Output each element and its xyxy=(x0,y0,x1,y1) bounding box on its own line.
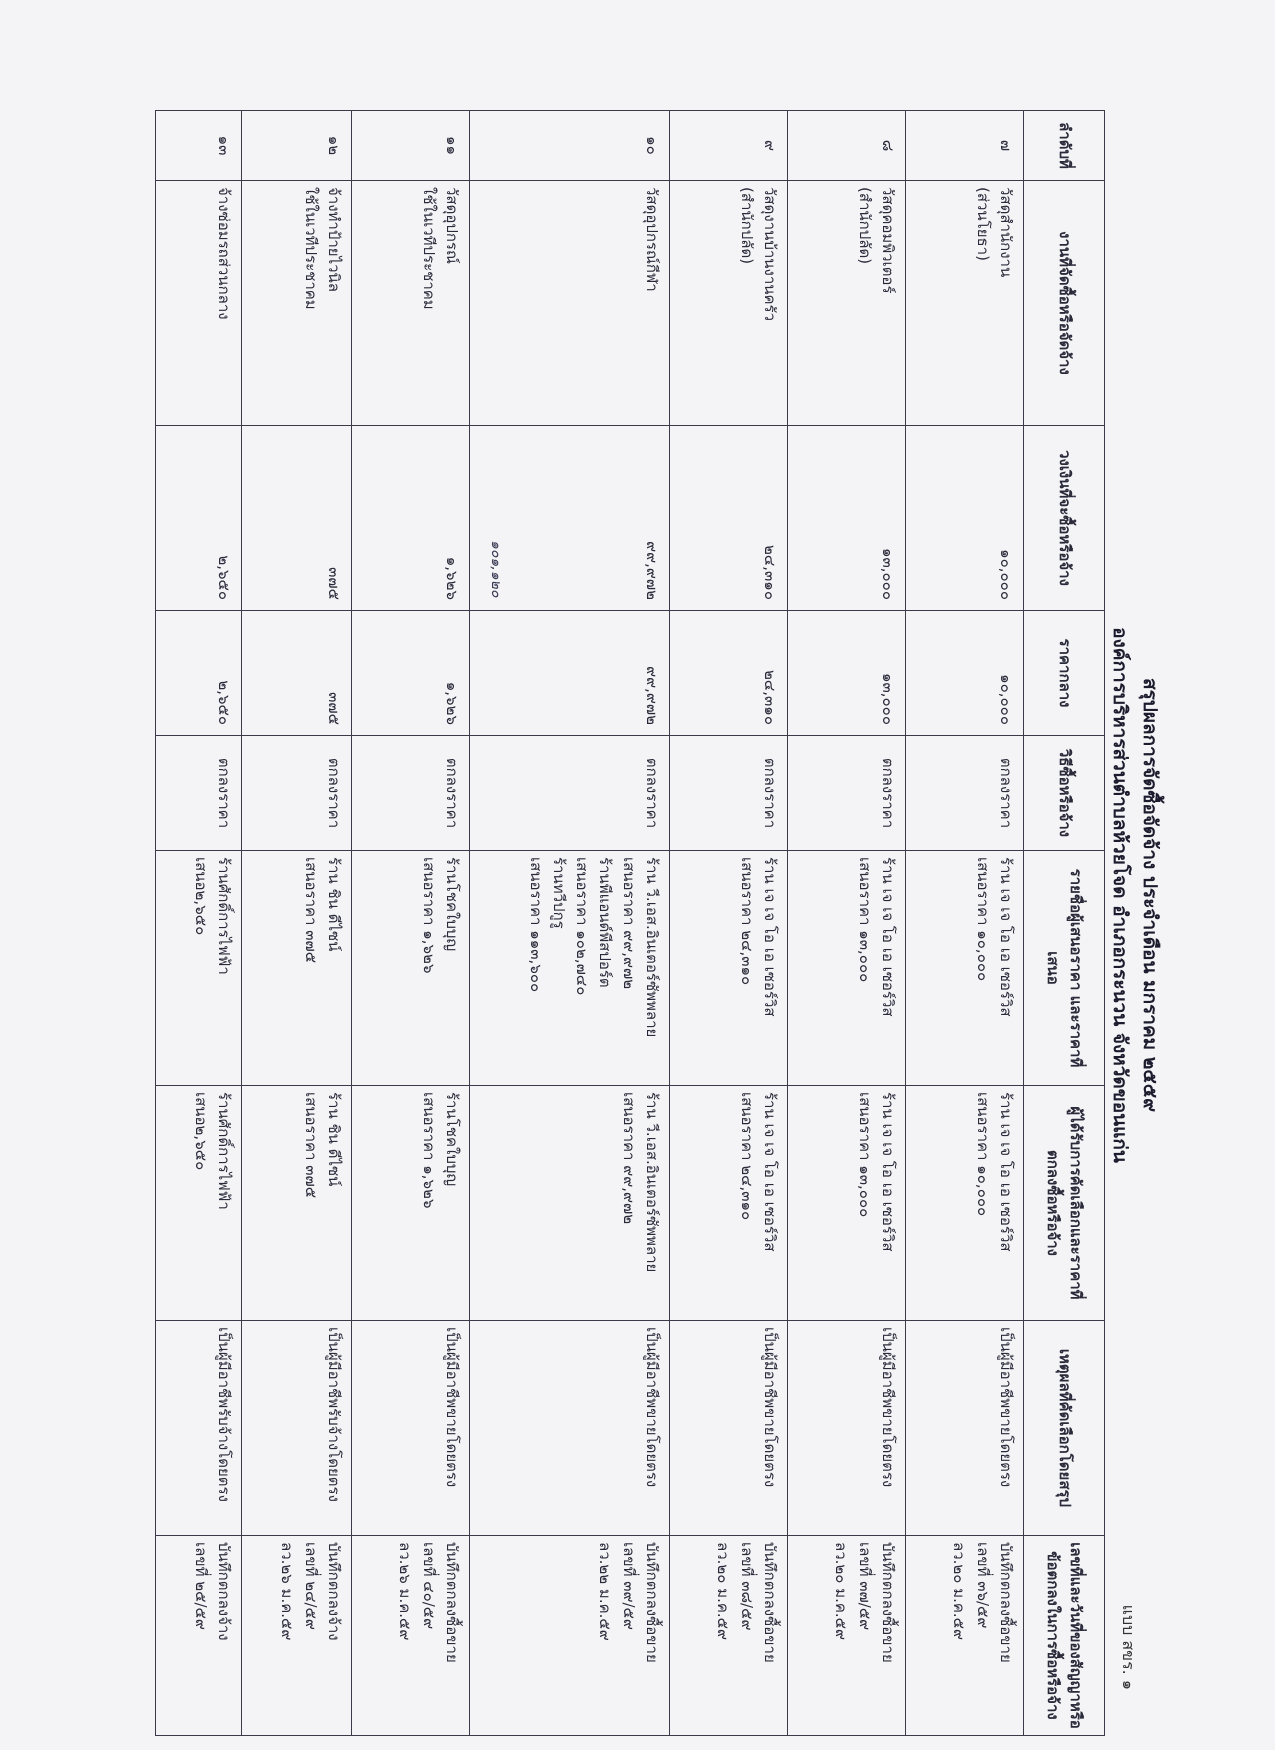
winner-cell-line: ร้าน วี.เอส.อินเตอร์ซัพพลาย xyxy=(643,1092,661,1273)
contract-cell-line: เลขที่ ๓๖/๕๙ xyxy=(973,1542,992,1629)
table-header-row xyxy=(1024,111,1105,1736)
median-price-cell: ๒๔,๓๑๐ xyxy=(670,611,788,736)
item-cell xyxy=(906,181,1024,426)
contract-cell-line: บันทึกตกลงซื้อขาย xyxy=(643,1542,661,1663)
bidders-cell-line: ร้าน ชิน ดีไซน์ xyxy=(325,857,343,952)
median-price-cell: ๑๓,๐๐๐ xyxy=(788,611,906,736)
winner-cell-line: ร้าน ชิน ดีไซน์ xyxy=(325,1092,343,1187)
column-header: ผู้ได้รับการคัดเลือกและราคาที่ตกลงซื้อหรือจ้าง xyxy=(1024,1086,1105,1321)
column-header: ลำดับที่ xyxy=(1024,111,1105,181)
bidders-cell-line: เสนอราคา ๑๐,๐๐๐ xyxy=(973,857,992,982)
bidders-cell-line: ร้าน เจ เจ โอ เอ เซอร์วิส xyxy=(997,857,1015,1017)
median-price-cell: ๒,๖๕๐ xyxy=(156,611,242,736)
item-cell-line: วัสดุสำนักงาน xyxy=(997,187,1015,278)
winner-cell-line: เสนอ๒,๖๕๐ xyxy=(191,1092,210,1171)
column-header: วงเงินที่จะซื้อหรือจ้าง xyxy=(1024,426,1105,611)
budget-cell: ๑,๖๒๖ xyxy=(352,426,470,611)
contract-cell-line: ลว.๒๒ ม.ค.๕๙ xyxy=(596,1542,615,1641)
bidders-cell-line: เสนอราคา ๑๑๓,๖๐๐ xyxy=(526,857,545,993)
median-price-cell: ๙๙,๙๗๒ xyxy=(470,611,670,736)
column-header: วิธีซื้อหรือจ้าง xyxy=(1024,736,1105,851)
item-cell-line: ใช้ในเวทีประชาคม xyxy=(301,187,320,310)
contract-cell-line: ลว.๒๖ ม.ค.๕๙ xyxy=(278,1542,297,1641)
page-subtitle: องค์การบริหารส่วนตำบลห้วยโจด อำเภอกระนวน จังหวัดขอนแก่น xyxy=(1109,627,1131,1163)
contract-cell xyxy=(352,1536,470,1736)
budget-cell: ๓๗๕ xyxy=(242,426,352,611)
column-header: งานที่จัดซื้อหรือจัดจ้าง xyxy=(1024,181,1105,426)
row-number: ๑๐ xyxy=(470,111,670,181)
item-cell-line: จ้างทำป้ายไวนิล xyxy=(325,187,343,292)
bidders-cell xyxy=(352,851,470,1086)
item-cell-line: จ้างซ่อมรถส่วนกลาง xyxy=(215,187,233,320)
winner-cell xyxy=(906,1086,1024,1321)
bidders-cell-line: ร้าน เจ เจ โอ เอ เซอร์วิส xyxy=(879,857,897,1017)
budget-cell: ๒,๖๕๐ xyxy=(156,426,242,611)
contract-cell-line: บันทึกตกลงจ้าง xyxy=(325,1542,343,1641)
handwritten-total-note: ๑๐๑,๑๒๐ xyxy=(488,540,504,598)
winner-cell xyxy=(470,1086,670,1321)
bidders-cell-line: เสนอราคา ๒๔,๓๑๐ xyxy=(737,857,756,986)
contract-cell xyxy=(156,1536,242,1736)
contract-cell-line: ลว.๒๐ ม.ค.๕๙ xyxy=(832,1542,851,1640)
bidders-cell xyxy=(242,851,352,1086)
bidders-cell-line: ร้านโชคใบบุญ xyxy=(443,857,461,952)
contract-cell-line: เลขที่ ๓๘/๕๙ xyxy=(737,1542,756,1631)
item-cell-line: (สำนักปลัด) xyxy=(737,187,756,265)
item-cell xyxy=(670,181,788,426)
median-price-cell: ๑๐,๐๐๐ xyxy=(906,611,1024,736)
table-row xyxy=(156,111,242,1736)
contract-cell xyxy=(670,1536,788,1736)
budget-cell: ๑๐,๐๐๐ xyxy=(906,426,1024,611)
item-cell xyxy=(470,181,670,426)
winner-cell-line: เสนอราคา ๑๓,๐๐๐ xyxy=(855,1092,874,1218)
bidders-cell-line: ร้านศักดิ์การไฟฟ้า xyxy=(215,857,233,975)
row-number: ๑๓ xyxy=(156,111,242,181)
contract-cell-line: บันทึกตกลงซื้อขาย xyxy=(997,1542,1015,1663)
bidders-cell xyxy=(670,851,788,1086)
winner-cell-line: เสนอราคา ๑,๖๒๖ xyxy=(419,1092,438,1209)
item-cell xyxy=(352,181,470,426)
table-row xyxy=(242,111,352,1736)
reason-cell: เป็นผู้มีอาชีพขายโดยตรง xyxy=(470,1321,670,1536)
item-cell xyxy=(788,181,906,426)
contract-cell-line: บันทึกตกลงซื้อขาย xyxy=(443,1542,461,1663)
method-cell: ตกลงราคา xyxy=(242,736,352,851)
column-header: ราคากลาง xyxy=(1024,611,1105,736)
column-header: รายชื่อผู้เสนอราคา และราคาที่เสนอ xyxy=(1024,851,1105,1086)
method-cell: ตกลงราคา xyxy=(788,736,906,851)
bidders-cell-line: เสนอราคา ๑๓,๐๐๐ xyxy=(855,857,874,983)
contract-cell xyxy=(470,1536,670,1736)
page-title: สรุปผลการจัดซื้อจัดจ้าง ประจำเดือน มกราคม ๒๕๕๙ xyxy=(1139,677,1161,1113)
row-number: ๑๑ xyxy=(352,111,470,181)
item-cell-line: วัสดุอุปกรณ์ xyxy=(443,187,461,264)
median-price-cell: ๓๗๕ xyxy=(242,611,352,736)
winner-cell-line: เสนอราคา ๑๐,๐๐๐ xyxy=(973,1092,992,1217)
winner-cell xyxy=(156,1086,242,1321)
winner-cell-line: เสนอราคา ๒๔,๓๑๐ xyxy=(737,1092,756,1221)
method-cell: ตกลงราคา xyxy=(470,736,670,851)
budget-cell: ๑๓,๐๐๐ xyxy=(788,426,906,611)
item-cell-line: วัสดุคอมพิวเตอร์ xyxy=(879,187,897,294)
item-cell-line: (ส่วนโยธา) xyxy=(973,187,992,261)
item-cell xyxy=(156,181,242,426)
reason-cell: เป็นผู้มีอาชีพขายโดยตรง xyxy=(352,1321,470,1536)
item-cell-line: วัสดุอุปกรณ์กีฬา xyxy=(643,187,661,292)
item-cell-line: (สำนักปลัด) xyxy=(855,187,874,265)
contract-cell xyxy=(788,1536,906,1736)
winner-cell-line: เสนอราคา ๓๗๕ xyxy=(301,1092,320,1199)
row-number: ๗ xyxy=(906,111,1024,181)
winner-cell-line: ร้าน เจ เจ โอ เอ เซอร์วิส xyxy=(879,1092,897,1252)
procurement-table xyxy=(155,110,1105,1736)
method-cell: ตกลงราคา xyxy=(352,736,470,851)
winner-cell-line: ร้านศักดิ์การไฟฟ้า xyxy=(215,1092,233,1210)
reason-cell: เป็นผู้มีอาชีพขายโดยตรง xyxy=(670,1321,788,1536)
contract-cell-line: เลขที่ ๒๔/๕๙ xyxy=(301,1542,320,1630)
bidders-cell-line: เสนอ๒,๖๕๐ xyxy=(191,857,210,936)
bidders-cell-line: เสนอราคา ๑๐๒,๗๔๐ xyxy=(573,857,592,996)
row-number: ๘ xyxy=(788,111,906,181)
table-row xyxy=(352,111,470,1736)
item-cell-line: วัสดุงานบ้านงานครัว xyxy=(761,187,779,322)
item-cell xyxy=(242,181,352,426)
bidders-cell xyxy=(788,851,906,1086)
contract-cell-line: บันทึกตกลงจ้าง xyxy=(215,1542,233,1641)
contract-cell-line: บันทึกตกลงซื้อขาย xyxy=(761,1542,779,1663)
contract-cell-line: เลขที่ ๓๗/๕๙ xyxy=(855,1542,874,1631)
budget-cell: ๙๙,๙๗๒ xyxy=(470,426,670,611)
bidders-cell-line: ร้านพีแอนด์พีสปอร์ต xyxy=(596,857,615,988)
winner-cell xyxy=(670,1086,788,1321)
row-number: ๑๒ xyxy=(242,111,352,181)
contract-cell xyxy=(906,1536,1024,1736)
column-header: เลขที่และวันที่ของสัญญาหรือข้อตกลงในการซื้อหรือจ้าง xyxy=(1024,1536,1105,1736)
contract-cell xyxy=(242,1536,352,1736)
row-number: ๙ xyxy=(670,111,788,181)
item-cell-line: ใช้ในเวทีประชาคม xyxy=(419,187,438,310)
bidders-cell-line: เสนอราคา ๙๙,๙๗๒ xyxy=(619,857,638,990)
table-row xyxy=(788,111,906,1736)
bidders-cell-line: ร้าน เจ เจ โอ เอ เซอร์วิส xyxy=(761,857,779,1017)
median-price-cell: ๑,๖๒๖ xyxy=(352,611,470,736)
form-code: แบบ สขร. ๑ xyxy=(1119,1604,1138,1690)
contract-cell-line: ลว.๒๖ ม.ค.๕๙ xyxy=(396,1542,415,1641)
winner-cell-line: ร้านโชคใบบุญ xyxy=(443,1092,461,1187)
contract-cell-line: ลว.๒๐ ม.ค.๕๙ xyxy=(714,1542,733,1640)
bidders-cell-line: เสนอราคา ๓๗๕ xyxy=(301,857,320,964)
bidders-cell xyxy=(470,851,670,1086)
bidders-cell-line: ร้าน วี.เอส.อินเตอร์ซัพพลาย xyxy=(643,857,661,1038)
winner-cell-line: ร้าน เจ เจ โอ เอ เซอร์วิส xyxy=(997,1092,1015,1252)
table-row xyxy=(906,111,1024,1736)
reason-cell: เป็นผู้มีอาชีพรับจ้างโดยตรง xyxy=(242,1321,352,1536)
winner-cell xyxy=(788,1086,906,1321)
bidders-cell-line: ร้านทวีปกูรู xyxy=(550,857,568,929)
contract-cell-line: เลขที่ ๓๙/๕๙ xyxy=(619,1542,638,1630)
bidders-cell xyxy=(906,851,1024,1086)
winner-cell xyxy=(242,1086,352,1321)
table-row xyxy=(670,111,788,1736)
bidders-cell-line: เสนอราคา ๑,๖๒๖ xyxy=(419,857,438,974)
winner-cell xyxy=(352,1086,470,1321)
contract-cell-line: ลว.๒๐ ม.ค.๕๙ xyxy=(950,1542,969,1640)
method-cell: ตกลงราคา xyxy=(156,736,242,851)
bidders-cell xyxy=(156,851,242,1086)
method-cell: ตกลงราคา xyxy=(670,736,788,851)
column-header: เหตุผลที่คัดเลือกโดยสรุป xyxy=(1024,1321,1105,1536)
winner-cell-line: เสนอราคา ๙๙,๙๗๒ xyxy=(619,1092,638,1225)
method-cell: ตกลงราคา xyxy=(906,736,1024,851)
table-row xyxy=(470,111,670,1736)
contract-cell-line: เลขที่ ๔๐/๕๙ xyxy=(419,1542,438,1630)
budget-cell: ๒๔,๓๑๐ xyxy=(670,426,788,611)
reason-cell: เป็นผู้มีอาชีพขายโดยตรง xyxy=(788,1321,906,1536)
contract-cell-line: เลขที่ ๒๕/๕๙ xyxy=(191,1542,210,1630)
contract-cell-line: บันทึกตกลงซื้อขาย xyxy=(879,1542,897,1663)
reason-cell: เป็นผู้มีอาชีพขายโดยตรง xyxy=(906,1321,1024,1536)
winner-cell-line: ร้าน เจ เจ โอ เอ เซอร์วิส xyxy=(761,1092,779,1252)
reason-cell: เป็นผู้มีอาชีพรับจ้างโดยตรง xyxy=(156,1321,242,1536)
